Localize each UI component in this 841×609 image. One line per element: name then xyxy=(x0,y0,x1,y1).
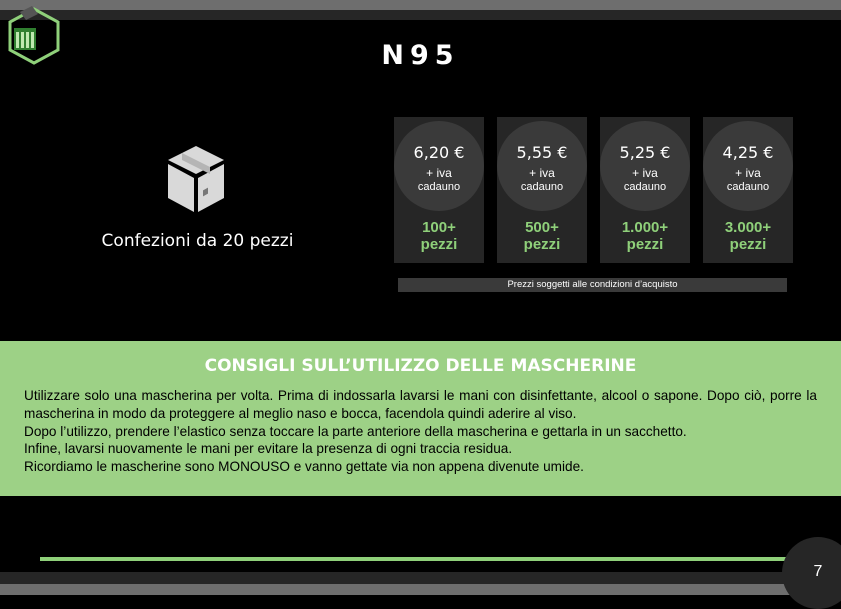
price-iva: + iva xyxy=(529,166,555,180)
price-card-3000 xyxy=(703,117,793,263)
quantity-unit: pezzi xyxy=(626,236,664,253)
quantity-label xyxy=(394,219,484,253)
quantity-label xyxy=(600,219,690,253)
tips-paragraph: Infine, lavarsi nuovamente le mani per evitare la presenza di ogni traccia residua. xyxy=(24,441,513,457)
page-number: 7 xyxy=(813,563,823,580)
quantity-label xyxy=(703,219,793,253)
quantity-value: 1.000+ xyxy=(621,219,669,236)
conditions-note: Prezzi soggetti alle condizioni d’acquisto xyxy=(398,278,787,292)
top-bar-dark xyxy=(0,10,841,20)
tips-paragraph: Dopo l’utilizzo, prendere l’elastico senza toccare la parte anteriore della mascherina e gettarla in un sacchetto. xyxy=(24,423,687,439)
quantity-value: 500+ xyxy=(525,219,559,236)
quantity-unit: pezzi xyxy=(729,236,767,253)
package-box-icon xyxy=(166,144,226,214)
footer-accent-line xyxy=(40,557,810,561)
tips-body xyxy=(24,387,817,476)
price-iva: + iva xyxy=(426,166,452,180)
quantity-unit: pezzi xyxy=(523,236,561,253)
bottom-bar xyxy=(0,584,841,595)
price-card-100 xyxy=(394,117,484,263)
price-unit: cadauno xyxy=(623,181,667,193)
price-value: 6,20 € xyxy=(413,143,465,162)
price-value: 5,55 € xyxy=(516,143,568,162)
price-value: 5,25 € xyxy=(619,143,671,162)
tips-title: CONSIGLI SULL’UTILIZZO DELLE MASCHERINE xyxy=(204,356,637,376)
price-card-1000 xyxy=(600,117,690,263)
top-bar xyxy=(0,0,841,10)
bottom-bar-dark xyxy=(0,572,841,584)
price-card-500 xyxy=(497,117,587,263)
quantity-unit: pezzi xyxy=(420,236,458,253)
tips-paragraph: Utilizzare solo una mascherina per volta. Prima di indossarla lavarsi le mani con disinfettante, alcool o sapone. Dopo ciò, porre la mascherina in modo da proteggere al meglio naso e bocca, facendola quindi aderire al viso. xyxy=(24,388,817,421)
quantity-label xyxy=(497,219,587,253)
price-iva: + iva xyxy=(632,166,658,180)
price-unit: cadauno xyxy=(520,181,564,193)
tips-paragraph: Ricordiamo le mascherine sono MONOUSO e vanno gettate via non appena divenute umide. xyxy=(24,459,584,475)
quantity-value: 100+ xyxy=(422,219,456,236)
price-unit: cadauno xyxy=(726,181,770,193)
quantity-value: 3.000+ xyxy=(724,219,772,236)
page-title: N95 xyxy=(381,40,460,71)
tips-section xyxy=(0,341,841,496)
package-label: Confezioni da 20 pezzi xyxy=(101,231,294,251)
price-value: 4,25 € xyxy=(722,143,774,162)
price-iva: + iva xyxy=(735,166,761,180)
price-unit: cadauno xyxy=(417,181,461,193)
